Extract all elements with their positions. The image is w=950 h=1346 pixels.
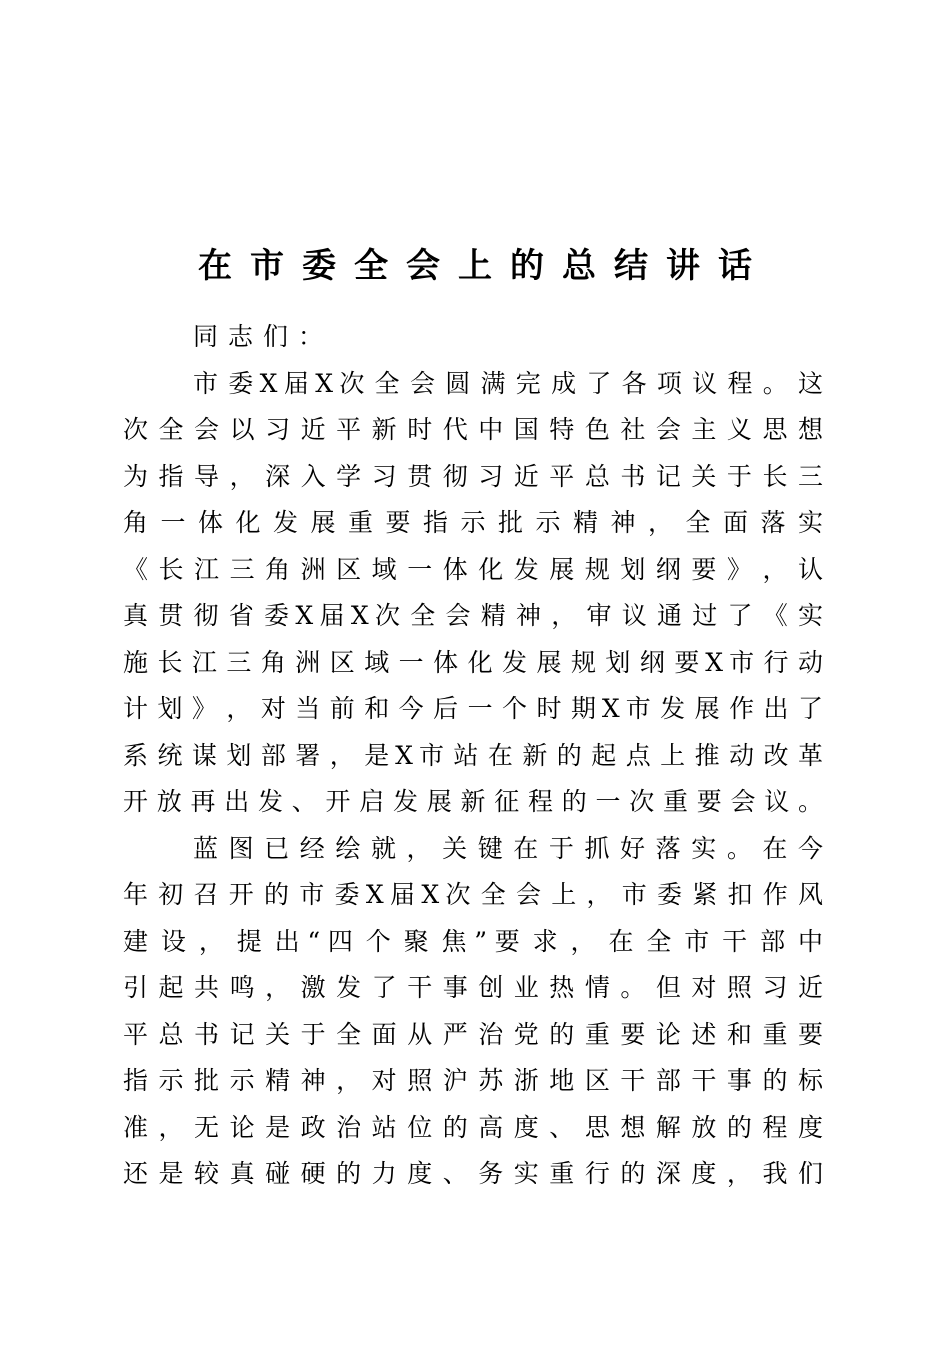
paragraph-1-line-4: 角 一 体 化 发 展 重 要 指 示 批 示 精 神 ， 全 面 落 实	[123, 508, 823, 537]
document-title: 在市委全会上的总结讲话	[198, 246, 770, 286]
paragraph-2-line-2: 年 初 召 开 的 市 委 X 届 X 次 全 会 上 ， 市 委 紧 扣 作 风	[123, 880, 823, 909]
paragraph-1-line-6: 真 贯 彻 省 委 X 届 X 次 全 会 精 神 ， 审 议 通 过 了 《 实	[123, 601, 823, 630]
paragraph-1-line-7: 施 长 江 三 角 洲 区 域 一 体 化 发 展 规 划 纲 要 X 市 行 动	[123, 647, 823, 677]
paragraph-1-line-5: 《 长 江 三 角 洲 区 域 一 体 化 发 展 规 划 纲 要 》 ， 认	[123, 554, 823, 584]
paragraph-1-line-2: 次 全 会 以 习 近 平 新 时 代 中 国 特 色 社 会 主 义 思 想	[123, 415, 823, 444]
paragraph-1-line-1: 市 委 X 届 X 次 全 会 圆 满 完 成 了 各 项 议 程 。 这	[193, 368, 823, 398]
paragraph-2-line-8: 还 是 较 真 碰 硬 的 力 度 、 务 实 重 行 的 深 度 ， 我 们	[123, 1159, 823, 1188]
paragraph-2-line-5: 平 总 书 记 关 于 全 面 从 严 治 党 的 重 要 论 述 和 重 要	[123, 1019, 823, 1049]
paragraph-2-line-4: 引 起 共 鸣 ， 激 发 了 干 事 创 业 热 情 。 但 对 照 习 近	[123, 973, 823, 1002]
paragraph-1-line-8: 计 划 》 ， 对 当 前 和 今 后 一 个 时 期 X 市 发 展 作 出 了	[123, 694, 823, 723]
paragraph-2-line-7: 准 ， 无 论 是 政 治 站 位 的 高 度 、 思 想 解 放 的 程 度	[123, 1112, 823, 1142]
paragraph-2-line-3: 建 设 ， 提 出 “ 四 个 聚 焦 ” 要 求 ， 在 全 市 干 部 中	[123, 926, 823, 956]
paragraph-2-line-1: 蓝 图 已 经 绘 就 ， 关 键 在 于 抓 好 落 实 。 在 今	[193, 833, 823, 863]
salutation-line: 同志们：	[193, 322, 334, 351]
paragraph-2-line-6: 指 示 批 示 精 神 ， 对 照 沪 苏 浙 地 区 干 部 干 事 的 标	[123, 1066, 823, 1095]
paragraph-1-line-3: 为 指 导 ， 深 入 学 习 贯 彻 习 近 平 总 书 记 关 于 长 三	[123, 461, 823, 491]
document-body	[123, 314, 823, 1198]
paragraph-1-line-9: 系 统 谋 划 部 署 ， 是 X 市 站 在 新 的 起 点 上 推 动 改 革	[123, 740, 823, 770]
paragraph-1-line-10: 开 放 再 出 发 、 开 启 发 展 新 征 程 的 一 次 重 要 会 议 。	[123, 787, 823, 816]
